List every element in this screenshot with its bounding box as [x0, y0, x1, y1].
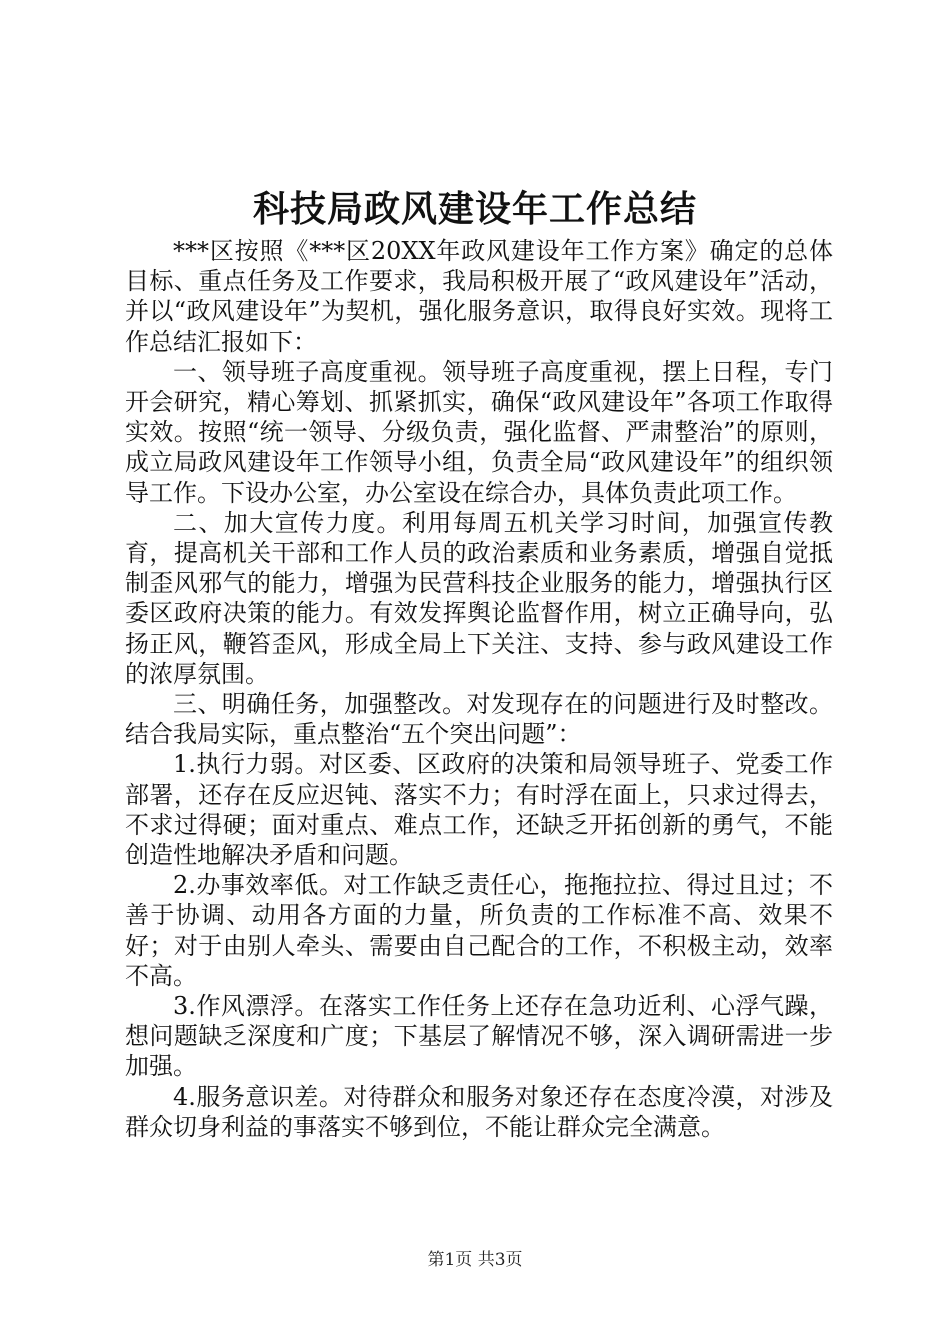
section-3-paragraph: 三、明确任务，加强整改。对发现存在的问题进行及时整改。结合我局实际，重点整治“五个突出问题”： [125, 690, 833, 749]
issue-1-paragraph: 1.执行力弱。对区委、区政府的决策和局领导班子、党委工作部署，还存在反应迟钝、落实不力；有时浮在面上，只求过得去，不求过得硬；面对重点、难点工作，还缺乏开拓创新的勇气，不能创造性地解决矛盾和问题。 [125, 750, 833, 870]
issue-2-paragraph: 2.办事效率低。对工作缺乏责任心，拖拖拉拉、得过且过；不善于协调、动用各方面的力量，所负责的工作标准不高、效果不好；对于由别人牵头、需要由自己配合的工作，不积极主动，效率不高。 [125, 871, 833, 990]
document-body [125, 236, 833, 1142]
page-footer: 第1页 共3页 [427, 1250, 523, 1270]
intro-paragraph: ***区按照《***区20XX年政风建设年工作方案》确定的总体目标、重点任务及工作要求，我局积极开展了“政风建设年”活动，并以“政风建设年”为契机，强化服务意识，取得良好实效。现将工作总结汇报如下： [125, 237, 833, 356]
issue-4-paragraph: 4.服务意识差。对待群众和服务对象还存在态度冷漠，对涉及群众切身利益的事落实不够到位，不能让群众完全满意。 [125, 1082, 833, 1141]
section-2-paragraph: 二、加大宣传力度。利用每周五机关学习时间，加强宣传教育，提高机关干部和工作人员的政治素质和业务素质，增强自觉抵制歪风邪气的能力，增强为民营科技企业服务的能力，增强执行区委区政府决策的能力。有效发挥舆论监督作用，树立正确导向，弘扬正风，鞭笞歪风，形成全局上下关注、支持、参与政风建设工作的浓厚氛围。 [125, 508, 833, 688]
section-1-paragraph: 一、领导班子高度重视。领导班子高度重视，摆上日程，专门开会研究，精心筹划、抓紧抓实，确保“政风建设年”各项工作取得实效。按照“统一领导、分级负责，强化监督、严肃整治”的原则，成立局政风建设年工作领导小组，负责全局“政风建设年”的组织领导工作。下设办公室，办公室设在综合办，具体负责此项工作。 [125, 357, 833, 507]
document-title: 科技局政风建设年工作总结 [252, 188, 697, 230]
issue-3-paragraph: 3.作风漂浮。在落实工作任务上还存在急功近利、心浮气躁，想问题缺乏深度和广度；下基层了解情况不够，深入调研需进一步加强。 [125, 992, 833, 1081]
